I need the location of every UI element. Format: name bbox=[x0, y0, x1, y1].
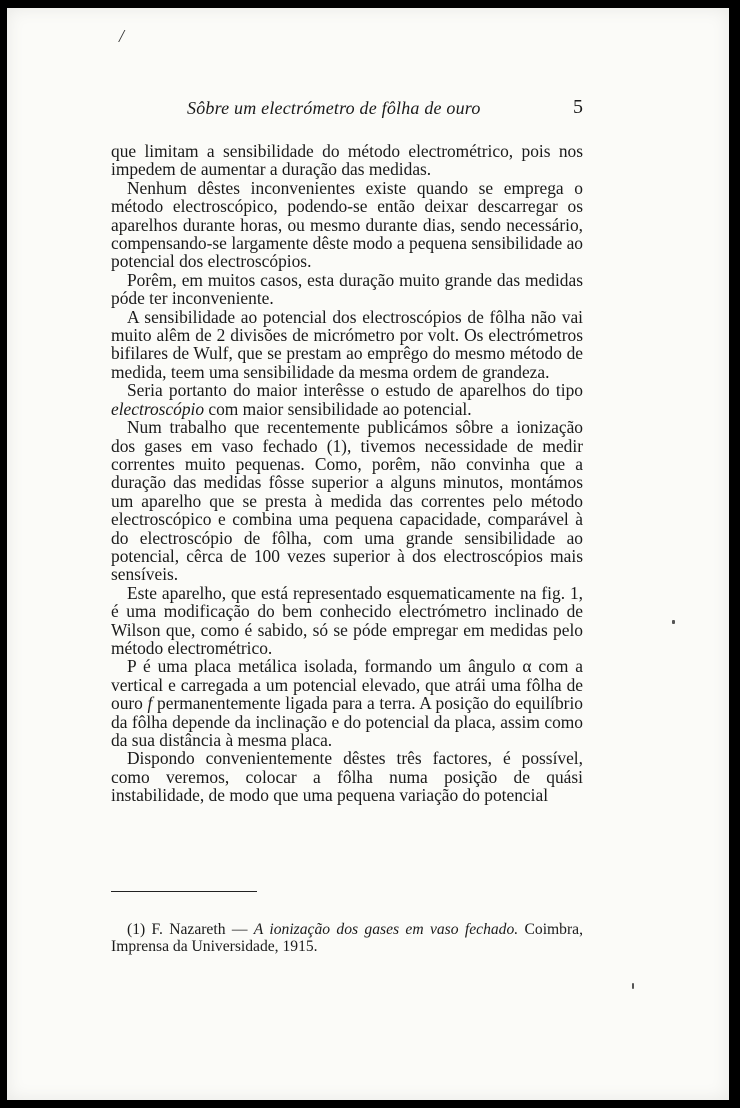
body-text bbox=[111, 142, 583, 805]
paragraph: A sensibilidade ao potencial dos electroscópios de fôlha não vai muito alêm de 2 divisões de micrómetro por volt. Os electrómetros bifilares de Wulf, que se prestam ao emprêgo do mesmo método de medida, teem uma sensibilidade da mesma ordem de grandeza. bbox=[111, 306, 583, 382]
paragraph: Porêm, em muitos casos, esta duração muito grande das medidas póde ter inconveniente. bbox=[111, 269, 583, 309]
paragraph-text: com maior sensibilidade ao potencial. bbox=[204, 398, 472, 419]
paragraph: que limitam a sensibilidade do método electrométrico, pois nos impedem de aumentar a duração das medidas. bbox=[111, 141, 583, 180]
footnote bbox=[111, 921, 583, 955]
book-page bbox=[7, 8, 729, 1100]
footnote-text: Coimbra, Imprensa da Universidade, 1915. bbox=[111, 921, 583, 955]
paragraph bbox=[111, 657, 583, 749]
footnote-divider bbox=[111, 891, 257, 892]
stray-pen-mark: / bbox=[119, 26, 125, 46]
paragraph-text: Seria portanto do maior interêsse o estudo de aparelhos do tipo bbox=[127, 380, 583, 401]
italic-term: f bbox=[147, 693, 153, 714]
paragraph: Nenhum dêstes inconvenientes existe quando se emprega o método electroscópico, podendo-se então deixar descarregar os aparelhos durante horas, ou mesmo durante dias, sendo necessário, compensando-se largamente dêste modo a pequena sensibilidade ao potencial dos electroscópios. bbox=[111, 177, 583, 272]
paragraph-text: P é uma placa metálica isolada, formando um ângulo α com a vertical e carregada a um potencial elevado, que atrái uma fôlha de ouro bbox=[111, 656, 583, 714]
paragraph: Dispondo convenientemente dêstes três factores, é possível, como veremos, colocar a fôlha numa posição de quási instabilidade, de modo que uma pequena variação do potencial bbox=[111, 748, 583, 806]
footnote-title: A ionização dos gases em vaso fechado. bbox=[253, 921, 519, 938]
page-number: 5 bbox=[573, 96, 583, 118]
paragraph: Num trabalho que recentemente publicámos sôbre a ionização dos gases em vaso fechado (1), tivemos necessidade de medir correntes muito pequenas. Como, porêm, não convinha que a duração das medidas fôsse superior a alguns minutos, montámos um aparelho que se presta à medida das correntes pelo método electroscópico e combina uma pequena capacidade, comparável à do electroscópio de fôlha, com uma grande sensibilidade ao potencial, cêrca de 100 vezes superior à dos electroscópios mais sensíveis. bbox=[111, 417, 583, 585]
paragraph: Este aparelho, que está representado esquematicamente na fig. 1, é uma modificação do bem conhecido electrómetro inclinado de Wilson que, como é sabido, só se póde empregar em medidas pelo método electrométrico. bbox=[111, 582, 583, 658]
paragraph-text: permanentemente ligada para a terra. A posição do equilíbrio da fôlha depende da inclinação e do potencial da placa, assim como da sua distância à mesma placa. bbox=[111, 693, 583, 750]
footnote-text: (1) F. Nazareth — bbox=[127, 921, 254, 938]
paper-speck bbox=[672, 620, 675, 624]
italic-term: electroscópio bbox=[111, 398, 205, 419]
running-title: Sôbre um electrómetro de fôlha de ouro bbox=[187, 98, 481, 118]
paragraph bbox=[111, 381, 583, 418]
paper-speck bbox=[632, 983, 634, 989]
